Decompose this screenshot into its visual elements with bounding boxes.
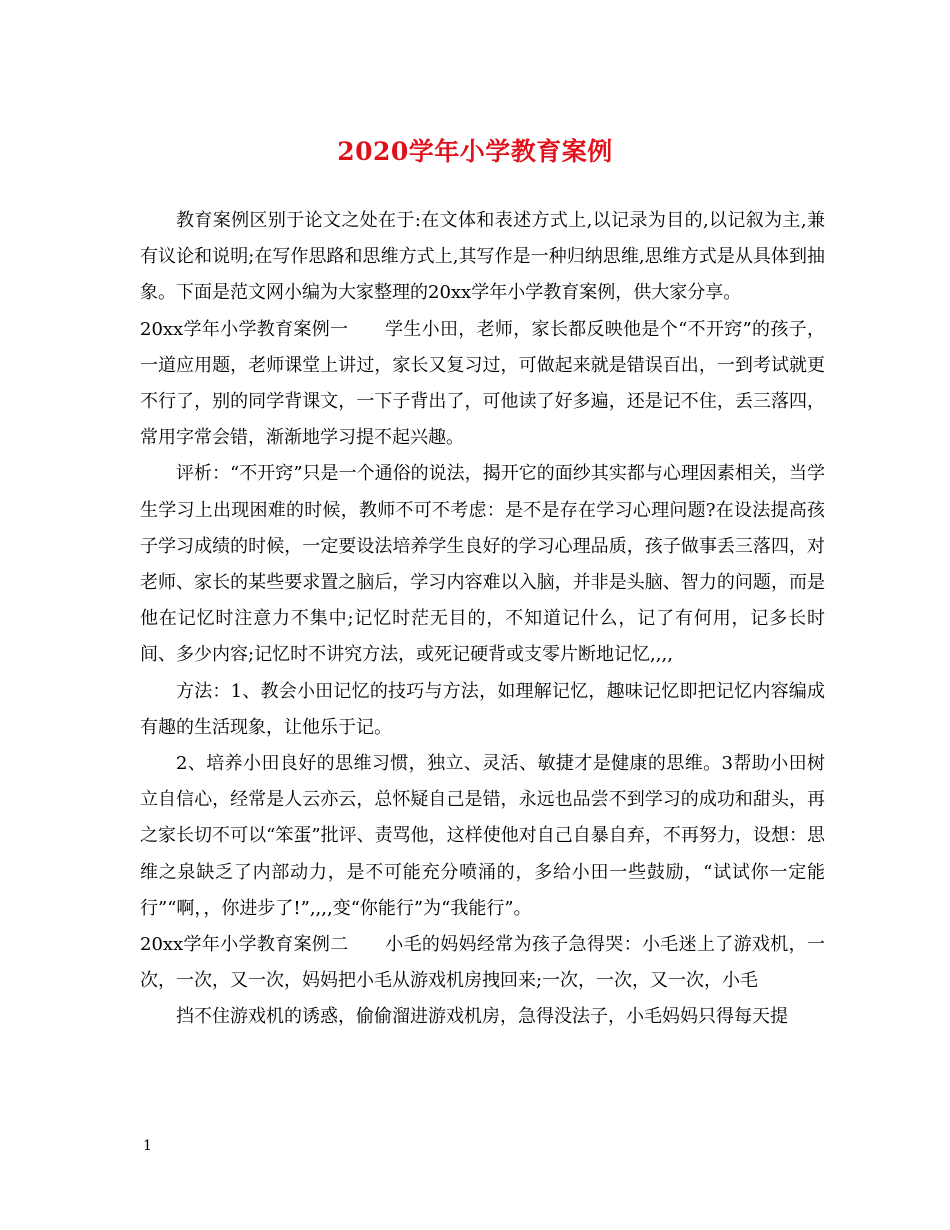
paragraph-method-two: 2、培养小田良好的思维习惯，独立、灵活、敏捷才是健康的思维。3帮助小田树立自信心，经常是人云亦云，总怀疑自己是错，永远也品尝不到学习的成功和甜头，再之家长切不可以“笨蛋”批评、责骂他，这样使他对自己自暴自弃，不再努力，设想：思维之泉缺乏了内部动力，是不可能充分喷涌的，多给小田一些鼓励，“试试你一定能行”“啊，，你进步了!”,,,,变“你能行”为“我能行”。 — [140, 753, 825, 919]
page-number: 1 — [143, 1138, 152, 1154]
document-body — [140, 203, 825, 1036]
document-title: 2020学年小学教育案例 — [337, 137, 613, 166]
paragraph-case-one: 20xx学年小学教育案例一 学生小田，老师，家长都反映他是个“不开窍”的孩子，一道应用题，老师课堂上讲过，家长又复习过，可做起来就是错误百出，一到考试就更不行了，别的同学背课文，一下子背出了，可他读了好多遍，还是记不住，丢三落四，常用字常会错，渐渐地学习提不起兴趣。 — [140, 318, 825, 449]
paragraph-method-one: 方法：1、教会小田记忆的技巧与方法，如理解记忆，趣味记忆即把记忆内容编成有趣的生活现象，让他乐于记。 — [140, 680, 825, 738]
paragraph-case-two-continued: 挡不住游戏机的诱惑，偷偷溜进游戏机房，急得没法子，小毛妈妈只得每天提 — [176, 1006, 788, 1028]
paragraph-case-two: 20xx学年小学教育案例二 小毛的妈妈经常为孩子急得哭：小毛迷上了游戏机，一次，一次，又一次，妈妈把小毛从游戏机房拽回来;一次，一次，又一次，小毛 — [140, 934, 825, 992]
paragraph-intro: 教育案例区别于论文之处在于:在文体和表述方式上,以记录为目的,以记叙为主,兼有议论和说明;在写作思路和思维方式上,其写作是一种归纳思维,思维方式是从具体到抽象。下面是范文网小编为大家整理的20xx学年小学教育案例，供大家分享。 — [140, 210, 825, 304]
paragraph-analysis: 评析：“不开窍”只是一个通俗的说法，揭开它的面纱其实都与心理因素相关，当学生学习上出现困难的时候，教师不可不考虑：是不是存在学习心理问题?在设法提高孩子学习成绩的时候，一定要设法培养学生良好的学习心理品质，孩子做事丢三落四，对老师、家长的某些要求置之脑后，学习内容难以入脑，并非是头脑、智力的问题，而是他在记忆时注意力不集中;记忆时茫无目的，不知道记什么，记了有何用，记多长时间、多少内容;记忆时不讲究方法，或死记硬背或支零片断地记忆,,,, — [140, 463, 825, 666]
